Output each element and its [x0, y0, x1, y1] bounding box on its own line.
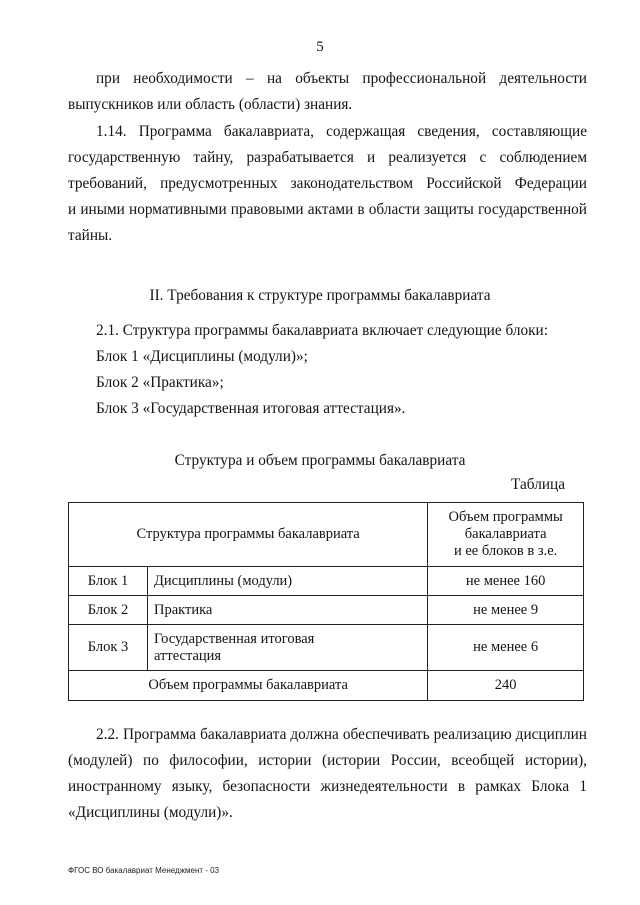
discipline-cell: Дисциплины (модули): [148, 567, 428, 596]
table-caption: Таблица: [511, 476, 565, 493]
section-heading: II. Требования к структуре программы бакалавриата: [149, 287, 491, 304]
volume-cell: не менее 6: [428, 625, 584, 671]
discipline-cell: [148, 625, 428, 671]
page-number: 5: [316, 39, 324, 55]
header-volume-line: бакалавриата: [464, 526, 547, 542]
block-cell: Блок 1: [69, 567, 148, 596]
paragraph-line: иностранному языку, безопасности жизнедеятельности в рамках Блока 1: [68, 778, 587, 795]
footer: ФГОС ВО бакалавриат Менеджмент - 03: [68, 866, 220, 875]
volume-cell: не менее 160: [428, 567, 584, 596]
header-volume-line: Объем программы: [448, 509, 563, 525]
table-row: [69, 567, 584, 596]
table-title: Структура и объем программы бакалавриата: [174, 452, 466, 469]
volume-cell: не менее 9: [428, 596, 584, 625]
table-row: [69, 596, 584, 625]
header-structure-cell: Структура программы бакалавриата: [69, 503, 428, 567]
paragraph-line: 2.2. Программа бакалавриата должна обеспечивать реализацию дисциплин: [96, 726, 587, 743]
paragraph-line: «Дисциплины (модули)».: [68, 804, 233, 821]
block-cell: Блок 3: [69, 625, 148, 671]
discipline-line: аттестация: [154, 647, 222, 664]
total-label-cell: Объем программы бакалавриата: [69, 671, 428, 701]
paragraph-line: выпускников или область (области) знания.: [68, 96, 353, 113]
paragraph-2-1: 2.1. Структура программы бакалавриата включает следующие блоки:: [96, 322, 548, 339]
structure-table: [68, 502, 584, 701]
discipline-cell: Практика: [148, 596, 428, 625]
table-total-row: [69, 671, 584, 701]
paragraph-intro: [68, 66, 587, 118]
paragraph-line: государственную тайну, разрабатывается и реализуется с соблюдением: [68, 149, 587, 166]
paragraph-2-2: [68, 722, 587, 826]
table-row: [69, 625, 584, 671]
block-list-item: Блок 3 «Государственная итоговая аттестация».: [96, 400, 406, 417]
block-list-item: Блок 1 «Дисциплины (модули)»;: [96, 348, 308, 365]
total-value-cell: 240: [428, 671, 584, 701]
paragraph-line: требований, предусмотренных законодательством Российской Федерации: [68, 175, 587, 192]
header-volume-line: и ее блоков в з.е.: [453, 543, 558, 559]
paragraph-line: и иными нормативными правовыми актами в области защиты государственной: [68, 201, 587, 218]
paragraph-line: (модулей) по философии, истории (истории России, всеобщей истории),: [68, 752, 587, 769]
paragraph-line: 1.14. Программа бакалавриата, содержащая сведения, составляющие: [96, 123, 587, 140]
table-header-row: [69, 503, 584, 567]
discipline-line: Государственная итоговая: [154, 630, 315, 647]
paragraph-line: при необходимости – на объекты профессиональной деятельности: [96, 70, 587, 87]
block-list-item: Блок 2 «Практика»;: [96, 374, 224, 391]
block-cell: Блок 2: [69, 596, 148, 625]
paragraph-1-14: [68, 119, 587, 249]
header-volume-cell: [428, 503, 584, 567]
paragraph-line: тайны.: [68, 227, 113, 244]
